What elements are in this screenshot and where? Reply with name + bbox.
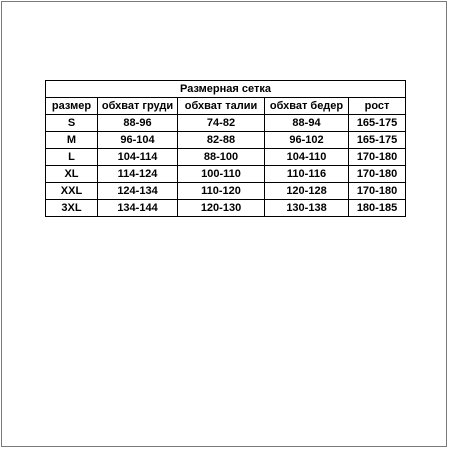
table-row (46, 132, 406, 149)
cell-size: XL (46, 166, 98, 183)
cell-chest: 88-96 (98, 115, 178, 132)
cell-size: L (46, 149, 98, 166)
header-chest: обхват груди (98, 98, 178, 115)
cell-height: 165-175 (349, 132, 406, 149)
cell-height: 170-180 (349, 149, 406, 166)
table-row (46, 183, 406, 200)
cell-hips: 130-138 (265, 200, 349, 217)
header-size: размер (46, 98, 98, 115)
cell-hips: 110-116 (265, 166, 349, 183)
cell-height: 170-180 (349, 166, 406, 183)
table-title-row (46, 81, 406, 98)
cell-waist: 88-100 (178, 149, 265, 166)
cell-hips: 88-94 (265, 115, 349, 132)
header-waist: обхват талии (178, 98, 265, 115)
table-row (46, 115, 406, 132)
cell-size: M (46, 132, 98, 149)
table-header-row (46, 98, 406, 115)
cell-height: 165-175 (349, 115, 406, 132)
table-row (46, 166, 406, 183)
header-height: рост (349, 98, 406, 115)
image-frame (1, 1, 447, 447)
table-row (46, 200, 406, 217)
cell-hips: 120-128 (265, 183, 349, 200)
header-hips: обхват бедер (265, 98, 349, 115)
cell-height: 180-185 (349, 200, 406, 217)
cell-chest: 134-144 (98, 200, 178, 217)
cell-hips: 96-102 (265, 132, 349, 149)
cell-height: 170-180 (349, 183, 406, 200)
cell-chest: 104-114 (98, 149, 178, 166)
cell-size: XXL (46, 183, 98, 200)
cell-waist: 100-110 (178, 166, 265, 183)
cell-chest: 114-124 (98, 166, 178, 183)
cell-size: S (46, 115, 98, 132)
cell-waist: 110-120 (178, 183, 265, 200)
table-title: Размерная сетка (46, 81, 406, 98)
cell-chest: 96-104 (98, 132, 178, 149)
cell-waist: 120-130 (178, 200, 265, 217)
size-chart-table (45, 80, 406, 217)
cell-size: 3XL (46, 200, 98, 217)
cell-waist: 74-82 (178, 115, 265, 132)
table-row (46, 149, 406, 166)
cell-waist: 82-88 (178, 132, 265, 149)
cell-chest: 124-134 (98, 183, 178, 200)
cell-hips: 104-110 (265, 149, 349, 166)
